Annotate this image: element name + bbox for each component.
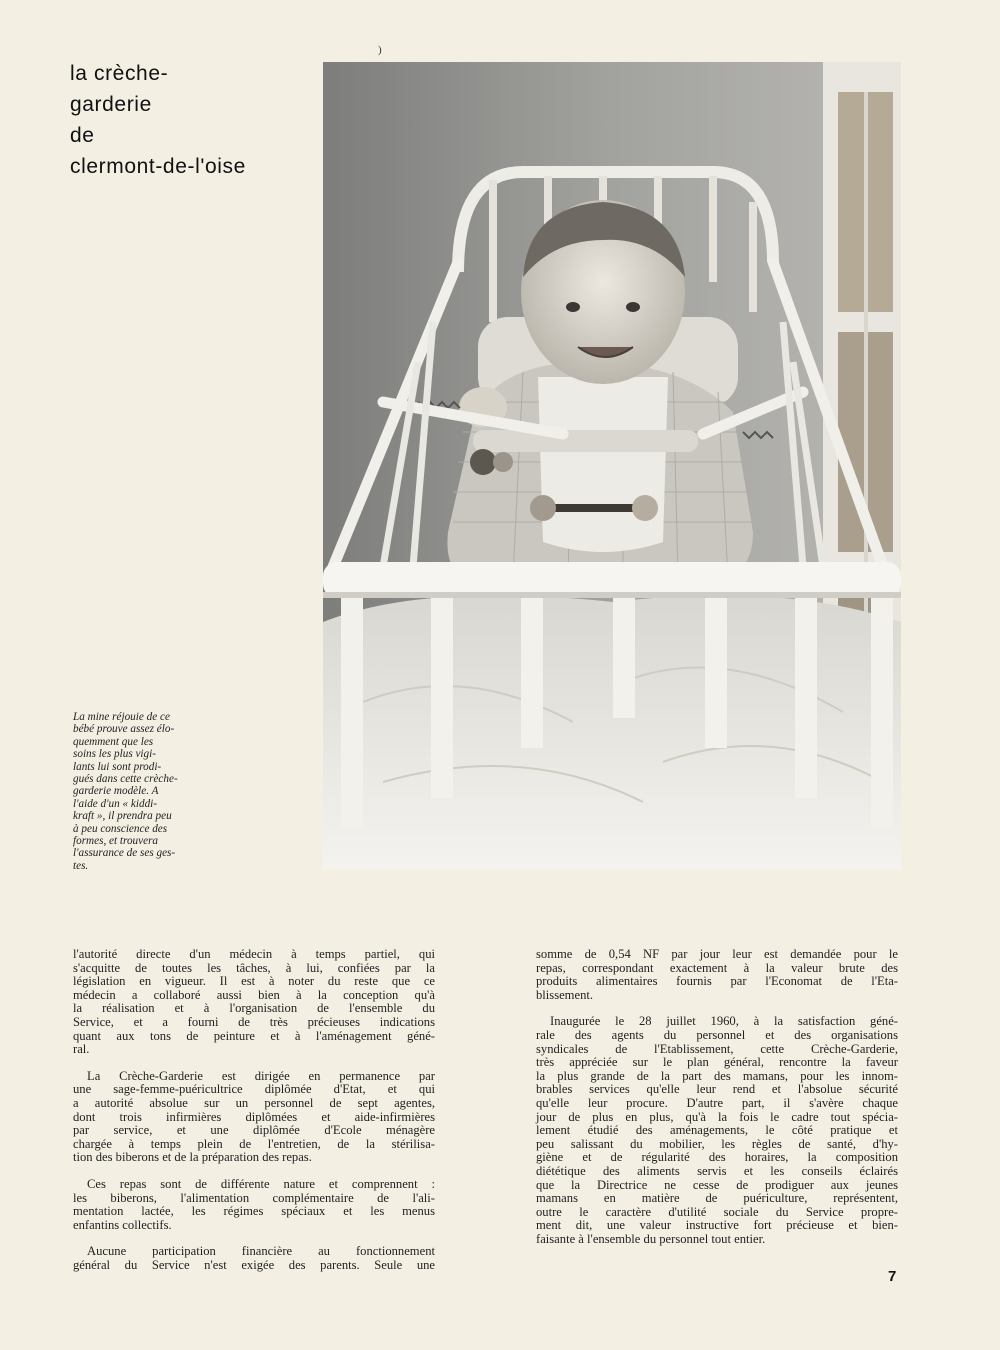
text-line: produits alimentaires fournis par l'Economat de l'Eta- (536, 974, 898, 989)
text-line: législation en vigueur. Il est à noter du reste que ce (73, 974, 435, 989)
caption-line: formes, et trouvera (73, 835, 159, 848)
text-line: giène et de régularité des horaires, la composition (536, 1150, 898, 1165)
title-line: la crèche- (70, 62, 169, 85)
text-line: la plus grande de la part des mamans, pour les innom- (536, 1068, 898, 1083)
text-line: quant aux tons de peinture et à l'aménagement géné- (73, 1028, 435, 1043)
text-line: l'autorité directe d'un médecin à temps partiel, qui (73, 947, 435, 961)
text-line: lement étudié des aménagements, le côté pratique et (536, 1123, 898, 1138)
caption-line: lants lui sont prodi- (73, 760, 162, 773)
text-line: faisante à l'ensemble du personnel tout entier. (536, 1231, 766, 1246)
text-line: tion des biberons et de la préparation des repas. (73, 1150, 312, 1165)
text-line: rale des agents du personnel et des organisations (536, 1027, 898, 1042)
text-line: enfantins collectifs. (73, 1217, 172, 1232)
text-line: diététique des aliments servis et les conseils éclairés (536, 1163, 898, 1178)
paragraph (536, 948, 898, 1002)
text-line: médecin a collaboré aussi bien à la conception qu'à (73, 987, 435, 1002)
body-column-right (536, 948, 898, 1259)
text-line: mamans en matière de puériculture, représentent, (536, 1191, 898, 1206)
caption-line: bébé prouve assez élo- (73, 723, 175, 736)
caption-line: gués dans cette crèche- (73, 773, 178, 786)
text-line: Service, et a fourni de très précieuses indications (73, 1014, 435, 1029)
title-line: garderie (70, 93, 152, 116)
text-line: La Crèche-Garderie est dirigée en permanence par (87, 1068, 435, 1083)
title-line: clermont-de-l'oise (70, 155, 246, 178)
paragraph (73, 948, 435, 1057)
text-line: ral. (73, 1042, 90, 1057)
text-line: brables services qu'elle leur rend et l'absolue sécurité (536, 1082, 898, 1097)
stray-mark: ) (378, 44, 382, 56)
caption-line: quemment que les (73, 735, 154, 748)
text-line: chargée à temps plein de l'entretien, de la stérilisa- (73, 1136, 435, 1151)
article-title (70, 58, 246, 182)
caption-line: tes. (73, 859, 89, 872)
text-line: dont trois infirmières diplômées et aide-infirmières (73, 1109, 435, 1124)
caption-line: La mine réjouie de ce (73, 711, 170, 723)
text-line: syndicales de l'Etablissement, cette Crèche-Garderie, (536, 1041, 898, 1056)
page-number: 7 (888, 1268, 897, 1285)
caption-line: l'assurance de ses ges- (73, 847, 176, 860)
paragraph (73, 1070, 435, 1165)
baby-crib-photo (323, 62, 901, 869)
text-line: ment dit, une valeur instructive fort précieuse et bien- (536, 1218, 898, 1233)
text-line: général du Service n'est exigée des parents. Seule une (73, 1257, 435, 1272)
text-line: par service, et une diplômée d'Ecole ménagère (73, 1123, 435, 1138)
photo-caption (73, 711, 213, 872)
text-line: somme de 0,54 NF par jour leur est demandée pour le (536, 947, 898, 961)
text-line: peu salissant du mobilier, les règles de santé, d'hy- (536, 1136, 898, 1151)
title-line: de (70, 124, 95, 147)
text-line: Inaugurée le 28 juillet 1960, à la satisfaction géné- (550, 1014, 898, 1029)
text-line: qu'elle leur procure. D'autre part, il s'avère chaque (536, 1095, 898, 1110)
text-line: Ces repas sont de différente nature et comprennent : (87, 1176, 435, 1191)
text-line: Aucune participation financière au fonctionnement (87, 1244, 435, 1259)
caption-line: kraft », il prendra peu (73, 810, 172, 823)
paragraph (73, 1245, 435, 1272)
text-line: la réalisation et à l'organisation de l'ensemble du (73, 1001, 435, 1016)
body-column-left (73, 948, 435, 1285)
text-line: une sage-femme-puéricultrice diplômée d'Etat, et qui (73, 1082, 435, 1097)
caption-line: l'aide d'un « kiddi- (73, 797, 158, 810)
text-line: blissement. (536, 987, 594, 1002)
text-line: s'acquitte de toutes les tâches, à lui, confiées par la (73, 960, 435, 975)
text-line: outre le caractère d'utilité sociale du Service propre- (536, 1204, 898, 1219)
text-line: repas, correspondant exactement à la valeur brute des (536, 960, 898, 975)
text-line: que la Directrice ne cesse de prodiguer aux jeunes (536, 1177, 898, 1192)
text-line: jour de plus en plus, qu'à la fois le cadre tout spécia- (536, 1109, 898, 1124)
text-line: mentation lactée, les régimes spéciaux et les menus (73, 1204, 435, 1219)
text-line: a autorité absolue sur un personnel de sept agentes, (73, 1095, 435, 1110)
caption-line: soins les plus vigi- (73, 748, 156, 761)
text-line: très appréciée sur le plan général, rencontre la faveur (536, 1055, 898, 1070)
caption-line: garderie modèle. A (73, 785, 159, 798)
photo-illustration (323, 62, 901, 869)
paragraph (73, 1178, 435, 1232)
paragraph (536, 1015, 898, 1246)
caption-line: à peu conscience des (73, 822, 168, 835)
text-line: les biberons, l'alimentation complémentaire de l'ali- (73, 1190, 435, 1205)
